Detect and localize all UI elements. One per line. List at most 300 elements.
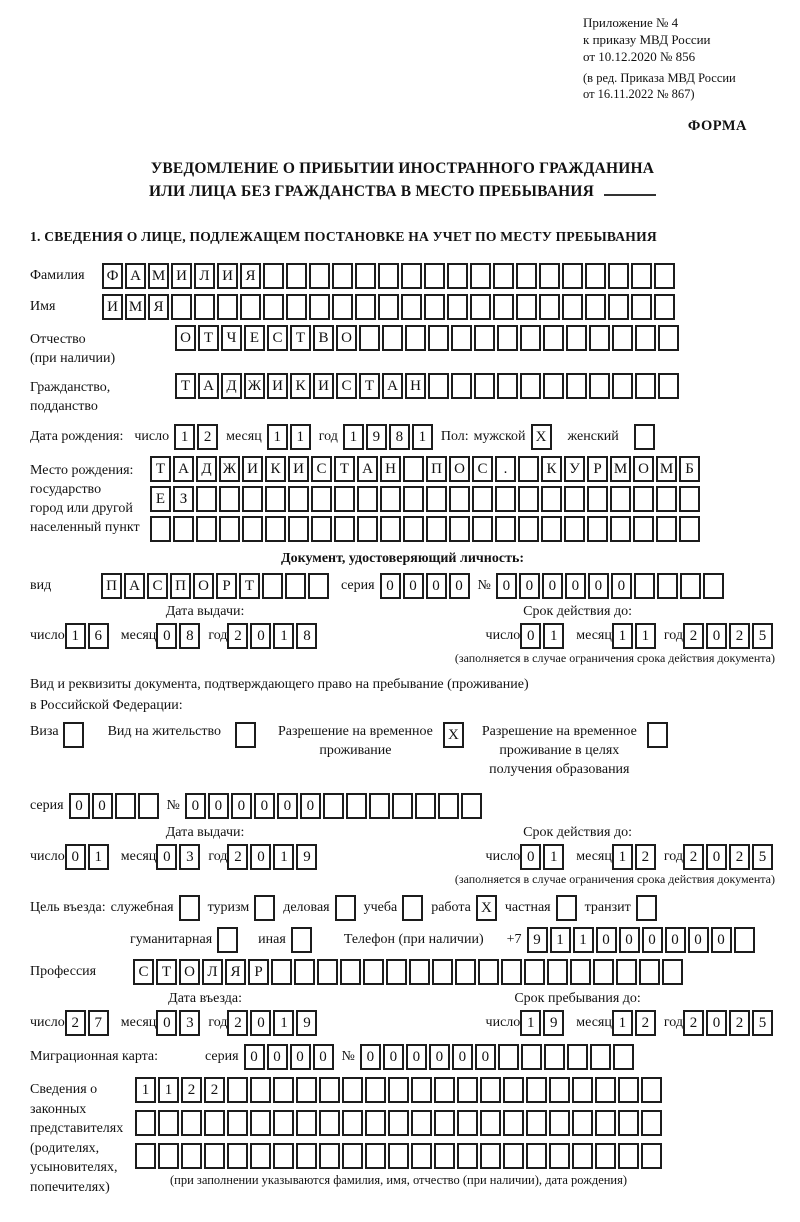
profession-char-box[interactable] bbox=[409, 959, 430, 985]
given-name-char-box[interactable]: М bbox=[125, 294, 146, 320]
profession-char-box[interactable]: Р bbox=[248, 959, 269, 985]
patronymic-char-box[interactable]: О bbox=[336, 325, 357, 351]
birthplace-char-box[interactable] bbox=[587, 516, 608, 542]
patronymic-char-box[interactable] bbox=[451, 325, 472, 351]
purpose-other-box[interactable] bbox=[291, 927, 312, 953]
permit-number-box[interactable]: 0 bbox=[300, 793, 321, 819]
legal-rep-char-box[interactable] bbox=[227, 1110, 248, 1136]
birthplace-char-box[interactable]: Н bbox=[380, 456, 401, 482]
legal-rep-char-box[interactable] bbox=[411, 1110, 432, 1136]
legal-rep-char-box[interactable] bbox=[457, 1143, 478, 1169]
permit-expiry-month-box[interactable]: 2 bbox=[635, 844, 656, 870]
birthplace-char-box[interactable] bbox=[265, 516, 286, 542]
migration-number-box[interactable] bbox=[567, 1044, 588, 1070]
birthplace-char-box[interactable] bbox=[472, 516, 493, 542]
entry-month-box[interactable]: 3 bbox=[179, 1010, 200, 1036]
id-doc-number-box[interactable]: 0 bbox=[611, 573, 632, 599]
surname-char-box[interactable]: Л bbox=[194, 263, 215, 289]
surname-char-box[interactable] bbox=[516, 263, 537, 289]
legal-rep-char-box[interactable] bbox=[618, 1110, 639, 1136]
sex-female-box[interactable] bbox=[634, 424, 655, 450]
birthplace-char-box[interactable]: . bbox=[495, 456, 516, 482]
legal-rep-char-box[interactable]: 2 bbox=[181, 1077, 202, 1103]
profession-char-box[interactable] bbox=[294, 959, 315, 985]
permit-number-box[interactable]: 0 bbox=[254, 793, 275, 819]
legal-rep-char-box[interactable] bbox=[250, 1110, 271, 1136]
birthplace-char-box[interactable] bbox=[610, 486, 631, 512]
stay-month-box[interactable]: 2 bbox=[635, 1010, 656, 1036]
permit-number-box[interactable] bbox=[323, 793, 344, 819]
profession-char-box[interactable] bbox=[340, 959, 361, 985]
surname-char-box[interactable] bbox=[378, 263, 399, 289]
birthplace-char-box[interactable] bbox=[495, 486, 516, 512]
permit-issue-day-box[interactable]: 0 bbox=[65, 844, 86, 870]
birthplace-char-box[interactable]: У bbox=[564, 456, 585, 482]
purpose-tourism-box[interactable] bbox=[254, 895, 275, 921]
birthplace-char-box[interactable] bbox=[265, 486, 286, 512]
birthplace-char-box[interactable] bbox=[518, 456, 539, 482]
birthplace-char-box[interactable]: А bbox=[173, 456, 194, 482]
birthplace-char-box[interactable] bbox=[288, 516, 309, 542]
profession-char-box[interactable]: Т bbox=[156, 959, 177, 985]
legal-rep-char-box[interactable] bbox=[342, 1077, 363, 1103]
phone-digit-box[interactable]: 0 bbox=[596, 927, 617, 953]
patronymic-char-box[interactable] bbox=[612, 325, 633, 351]
profession-char-box[interactable] bbox=[478, 959, 499, 985]
given-name-char-box[interactable] bbox=[194, 294, 215, 320]
phone-digit-box[interactable]: 0 bbox=[665, 927, 686, 953]
id-doc-series-box[interactable]: 0 bbox=[380, 573, 401, 599]
birth-day-box[interactable]: 1 bbox=[174, 424, 195, 450]
citizenship-char-box[interactable] bbox=[589, 373, 610, 399]
migration-number-box[interactable]: 0 bbox=[406, 1044, 427, 1070]
migration-series-box[interactable]: 0 bbox=[244, 1044, 265, 1070]
id-issue-day-box[interactable]: 6 bbox=[88, 623, 109, 649]
birthplace-char-box[interactable] bbox=[541, 516, 562, 542]
citizenship-char-box[interactable]: Ж bbox=[244, 373, 265, 399]
migration-number-box[interactable] bbox=[590, 1044, 611, 1070]
legal-rep-char-box[interactable] bbox=[204, 1143, 225, 1169]
phone-digit-box[interactable]: 0 bbox=[688, 927, 709, 953]
surname-char-box[interactable] bbox=[562, 263, 583, 289]
surname-char-box[interactable]: И bbox=[171, 263, 192, 289]
permit-number-box[interactable] bbox=[415, 793, 436, 819]
legal-rep-char-box[interactable] bbox=[227, 1143, 248, 1169]
id-expiry-year-box[interactable]: 5 bbox=[752, 623, 773, 649]
birthplace-char-box[interactable]: К bbox=[265, 456, 286, 482]
id-doc-type-box[interactable] bbox=[308, 573, 329, 599]
birthplace-char-box[interactable]: Ж bbox=[219, 456, 240, 482]
migration-number-box[interactable] bbox=[498, 1044, 519, 1070]
surname-char-box[interactable]: М bbox=[148, 263, 169, 289]
phone-digit-box[interactable]: 0 bbox=[619, 927, 640, 953]
birthplace-char-box[interactable] bbox=[380, 486, 401, 512]
legal-rep-char-box[interactable] bbox=[549, 1143, 570, 1169]
patronymic-char-box[interactable] bbox=[382, 325, 403, 351]
legal-rep-char-box[interactable] bbox=[549, 1110, 570, 1136]
permit-number-box[interactable] bbox=[438, 793, 459, 819]
given-name-char-box[interactable] bbox=[217, 294, 238, 320]
surname-char-box[interactable]: А bbox=[125, 263, 146, 289]
birth-year-box[interactable]: 1 bbox=[343, 424, 364, 450]
migration-number-box[interactable] bbox=[613, 1044, 634, 1070]
legal-rep-char-box[interactable] bbox=[572, 1110, 593, 1136]
purpose-official-box[interactable] bbox=[179, 895, 200, 921]
legal-rep-char-box[interactable] bbox=[526, 1077, 547, 1103]
birthplace-char-box[interactable] bbox=[518, 516, 539, 542]
entry-year-box[interactable]: 2 bbox=[227, 1010, 248, 1036]
surname-char-box[interactable] bbox=[493, 263, 514, 289]
birthplace-char-box[interactable] bbox=[679, 516, 700, 542]
id-doc-type-box[interactable]: П bbox=[101, 573, 122, 599]
legal-rep-char-box[interactable] bbox=[526, 1110, 547, 1136]
birthplace-char-box[interactable] bbox=[449, 486, 470, 512]
migration-number-box[interactable] bbox=[544, 1044, 565, 1070]
birthplace-char-box[interactable] bbox=[242, 516, 263, 542]
citizenship-char-box[interactable] bbox=[497, 373, 518, 399]
citizenship-char-box[interactable] bbox=[543, 373, 564, 399]
id-issue-day-box[interactable]: 1 bbox=[65, 623, 86, 649]
profession-char-box[interactable] bbox=[432, 959, 453, 985]
profession-char-box[interactable] bbox=[501, 959, 522, 985]
surname-char-box[interactable]: И bbox=[217, 263, 238, 289]
legal-rep-char-box[interactable]: 2 bbox=[204, 1077, 225, 1103]
surname-char-box[interactable] bbox=[470, 263, 491, 289]
legal-rep-char-box[interactable] bbox=[595, 1110, 616, 1136]
id-expiry-day-box[interactable]: 0 bbox=[520, 623, 541, 649]
patronymic-char-box[interactable] bbox=[405, 325, 426, 351]
birthplace-char-box[interactable] bbox=[311, 486, 332, 512]
phone-digit-box[interactable]: 1 bbox=[573, 927, 594, 953]
permit-number-box[interactable] bbox=[392, 793, 413, 819]
permit-expiry-year-box[interactable]: 2 bbox=[729, 844, 750, 870]
birthplace-char-box[interactable] bbox=[334, 486, 355, 512]
birthplace-char-box[interactable]: И bbox=[288, 456, 309, 482]
legal-rep-char-box[interactable] bbox=[273, 1077, 294, 1103]
birthplace-char-box[interactable]: С bbox=[472, 456, 493, 482]
citizenship-char-box[interactable] bbox=[451, 373, 472, 399]
given-name-char-box[interactable] bbox=[332, 294, 353, 320]
stay-day-box[interactable]: 1 bbox=[520, 1010, 541, 1036]
legal-rep-char-box[interactable] bbox=[526, 1143, 547, 1169]
legal-rep-char-box[interactable] bbox=[342, 1143, 363, 1169]
given-name-char-box[interactable] bbox=[309, 294, 330, 320]
stay-day-box[interactable]: 9 bbox=[543, 1010, 564, 1036]
birthplace-char-box[interactable] bbox=[495, 516, 516, 542]
legal-rep-char-box[interactable] bbox=[503, 1110, 524, 1136]
birthplace-char-box[interactable]: Б bbox=[679, 456, 700, 482]
permit-number-box[interactable] bbox=[461, 793, 482, 819]
patronymic-char-box[interactable]: Ч bbox=[221, 325, 242, 351]
patronymic-char-box[interactable]: Т bbox=[290, 325, 311, 351]
id-doc-number-box[interactable]: 0 bbox=[542, 573, 563, 599]
birthplace-char-box[interactable] bbox=[357, 516, 378, 542]
patronymic-char-box[interactable]: В bbox=[313, 325, 334, 351]
entry-year-box[interactable]: 0 bbox=[250, 1010, 271, 1036]
id-doc-type-box[interactable] bbox=[262, 573, 283, 599]
given-name-char-box[interactable] bbox=[355, 294, 376, 320]
birthplace-char-box[interactable] bbox=[656, 486, 677, 512]
permit-series-box[interactable]: 0 bbox=[69, 793, 90, 819]
entry-year-box[interactable]: 9 bbox=[296, 1010, 317, 1036]
profession-char-box[interactable] bbox=[317, 959, 338, 985]
birth-day-box[interactable]: 2 bbox=[197, 424, 218, 450]
birthplace-char-box[interactable]: А bbox=[357, 456, 378, 482]
legal-rep-char-box[interactable] bbox=[365, 1110, 386, 1136]
permit-number-box[interactable] bbox=[346, 793, 367, 819]
stay-year-box[interactable]: 2 bbox=[729, 1010, 750, 1036]
id-doc-number-box[interactable] bbox=[680, 573, 701, 599]
given-name-char-box[interactable] bbox=[654, 294, 675, 320]
citizenship-char-box[interactable]: К bbox=[290, 373, 311, 399]
permit-series-box[interactable] bbox=[115, 793, 136, 819]
permit-issue-year-box[interactable]: 1 bbox=[273, 844, 294, 870]
birthplace-char-box[interactable] bbox=[610, 516, 631, 542]
given-name-char-box[interactable]: Я bbox=[148, 294, 169, 320]
birthplace-char-box[interactable]: Е bbox=[150, 486, 171, 512]
patronymic-char-box[interactable] bbox=[566, 325, 587, 351]
birthplace-char-box[interactable] bbox=[219, 516, 240, 542]
birthplace-char-box[interactable] bbox=[403, 516, 424, 542]
birthplace-char-box[interactable]: М bbox=[610, 456, 631, 482]
legal-rep-char-box[interactable] bbox=[181, 1110, 202, 1136]
profession-char-box[interactable] bbox=[593, 959, 614, 985]
permit-series-box[interactable] bbox=[138, 793, 159, 819]
phone-digit-box[interactable]: 0 bbox=[642, 927, 663, 953]
surname-char-box[interactable] bbox=[447, 263, 468, 289]
permit-expiry-year-box[interactable]: 5 bbox=[752, 844, 773, 870]
legal-rep-char-box[interactable] bbox=[641, 1077, 662, 1103]
profession-char-box[interactable] bbox=[570, 959, 591, 985]
id-issue-month-box[interactable]: 8 bbox=[179, 623, 200, 649]
purpose-business-box[interactable] bbox=[335, 895, 356, 921]
id-doc-type-box[interactable]: П bbox=[170, 573, 191, 599]
migration-number-box[interactable]: 0 bbox=[429, 1044, 450, 1070]
purpose-transit-box[interactable] bbox=[636, 895, 657, 921]
birthplace-char-box[interactable] bbox=[380, 516, 401, 542]
birthplace-char-box[interactable]: П bbox=[426, 456, 447, 482]
surname-char-box[interactable] bbox=[309, 263, 330, 289]
residence-permit-box[interactable] bbox=[235, 722, 256, 748]
id-expiry-day-box[interactable]: 1 bbox=[543, 623, 564, 649]
birthplace-char-box[interactable] bbox=[633, 516, 654, 542]
id-doc-type-box[interactable]: А bbox=[124, 573, 145, 599]
id-issue-month-box[interactable]: 0 bbox=[156, 623, 177, 649]
birthplace-char-box[interactable] bbox=[564, 516, 585, 542]
citizenship-char-box[interactable]: Д bbox=[221, 373, 242, 399]
given-name-char-box[interactable] bbox=[171, 294, 192, 320]
legal-rep-char-box[interactable] bbox=[480, 1077, 501, 1103]
legal-rep-char-box[interactable] bbox=[595, 1077, 616, 1103]
legal-rep-char-box[interactable] bbox=[296, 1143, 317, 1169]
citizenship-char-box[interactable] bbox=[566, 373, 587, 399]
given-name-char-box[interactable] bbox=[493, 294, 514, 320]
patronymic-char-box[interactable]: С bbox=[267, 325, 288, 351]
id-issue-year-box[interactable]: 2 bbox=[227, 623, 248, 649]
stay-year-box[interactable]: 2 bbox=[683, 1010, 704, 1036]
id-doc-series-box[interactable]: 0 bbox=[426, 573, 447, 599]
phone-digit-box[interactable]: 9 bbox=[527, 927, 548, 953]
legal-rep-char-box[interactable] bbox=[457, 1077, 478, 1103]
permit-issue-day-box[interactable]: 1 bbox=[88, 844, 109, 870]
citizenship-char-box[interactable]: И bbox=[267, 373, 288, 399]
entry-year-box[interactable]: 1 bbox=[273, 1010, 294, 1036]
given-name-char-box[interactable] bbox=[516, 294, 537, 320]
permit-issue-month-box[interactable]: 0 bbox=[156, 844, 177, 870]
birthplace-char-box[interactable] bbox=[518, 486, 539, 512]
permit-number-box[interactable]: 0 bbox=[231, 793, 252, 819]
sex-male-box[interactable]: X bbox=[531, 424, 552, 450]
permit-expiry-year-box[interactable]: 0 bbox=[706, 844, 727, 870]
id-expiry-year-box[interactable]: 2 bbox=[683, 623, 704, 649]
given-name-char-box[interactable] bbox=[447, 294, 468, 320]
legal-rep-char-box[interactable] bbox=[388, 1143, 409, 1169]
permit-number-box[interactable]: 0 bbox=[185, 793, 206, 819]
purpose-study-box[interactable] bbox=[402, 895, 423, 921]
migration-number-box[interactable]: 0 bbox=[475, 1044, 496, 1070]
permit-expiry-year-box[interactable]: 2 bbox=[683, 844, 704, 870]
entry-day-box[interactable]: 2 bbox=[65, 1010, 86, 1036]
id-doc-number-box[interactable]: 0 bbox=[565, 573, 586, 599]
id-doc-type-box[interactable]: Р bbox=[216, 573, 237, 599]
birth-year-box[interactable]: 9 bbox=[366, 424, 387, 450]
stay-year-box[interactable]: 0 bbox=[706, 1010, 727, 1036]
legal-rep-char-box[interactable] bbox=[135, 1110, 156, 1136]
migration-series-box[interactable]: 0 bbox=[290, 1044, 311, 1070]
temp-residence-box[interactable]: X bbox=[443, 722, 464, 748]
birthplace-char-box[interactable] bbox=[541, 486, 562, 512]
id-doc-number-box[interactable]: 0 bbox=[496, 573, 517, 599]
legal-rep-char-box[interactable] bbox=[319, 1077, 340, 1103]
birthplace-char-box[interactable] bbox=[196, 516, 217, 542]
permit-series-box[interactable]: 0 bbox=[92, 793, 113, 819]
citizenship-char-box[interactable] bbox=[520, 373, 541, 399]
patronymic-char-box[interactable] bbox=[520, 325, 541, 351]
profession-char-box[interactable] bbox=[524, 959, 545, 985]
birth-month-box[interactable]: 1 bbox=[290, 424, 311, 450]
legal-rep-char-box[interactable] bbox=[641, 1110, 662, 1136]
birth-year-box[interactable]: 8 bbox=[389, 424, 410, 450]
permit-expiry-month-box[interactable]: 1 bbox=[612, 844, 633, 870]
legal-rep-char-box[interactable] bbox=[388, 1110, 409, 1136]
citizenship-char-box[interactable] bbox=[612, 373, 633, 399]
patronymic-char-box[interactable] bbox=[474, 325, 495, 351]
birthplace-char-box[interactable]: О bbox=[633, 456, 654, 482]
legal-rep-char-box[interactable] bbox=[319, 1110, 340, 1136]
phone-digit-box[interactable]: 1 bbox=[550, 927, 571, 953]
citizenship-char-box[interactable]: А bbox=[198, 373, 219, 399]
given-name-char-box[interactable] bbox=[424, 294, 445, 320]
birth-month-box[interactable]: 1 bbox=[267, 424, 288, 450]
id-issue-year-box[interactable]: 8 bbox=[296, 623, 317, 649]
legal-rep-char-box[interactable] bbox=[388, 1077, 409, 1103]
birthplace-char-box[interactable] bbox=[403, 486, 424, 512]
legal-rep-char-box[interactable] bbox=[434, 1077, 455, 1103]
birthplace-char-box[interactable] bbox=[196, 486, 217, 512]
surname-char-box[interactable] bbox=[401, 263, 422, 289]
permit-issue-month-box[interactable]: 3 bbox=[179, 844, 200, 870]
citizenship-char-box[interactable]: А bbox=[382, 373, 403, 399]
permit-issue-year-box[interactable]: 9 bbox=[296, 844, 317, 870]
birthplace-char-box[interactable] bbox=[449, 516, 470, 542]
visa-box[interactable] bbox=[63, 722, 84, 748]
patronymic-char-box[interactable] bbox=[543, 325, 564, 351]
legal-rep-char-box[interactable] bbox=[641, 1143, 662, 1169]
legal-rep-char-box[interactable] bbox=[572, 1077, 593, 1103]
birthplace-char-box[interactable]: Т bbox=[150, 456, 171, 482]
surname-char-box[interactable] bbox=[263, 263, 284, 289]
id-issue-year-box[interactable]: 1 bbox=[273, 623, 294, 649]
surname-char-box[interactable] bbox=[332, 263, 353, 289]
patronymic-char-box[interactable] bbox=[635, 325, 656, 351]
profession-char-box[interactable] bbox=[271, 959, 292, 985]
legal-rep-char-box[interactable] bbox=[503, 1077, 524, 1103]
permit-expiry-day-box[interactable]: 1 bbox=[543, 844, 564, 870]
legal-rep-char-box[interactable] bbox=[319, 1143, 340, 1169]
legal-rep-char-box[interactable] bbox=[480, 1110, 501, 1136]
migration-number-box[interactable]: 0 bbox=[452, 1044, 473, 1070]
birthplace-char-box[interactable] bbox=[472, 486, 493, 512]
citizenship-char-box[interactable] bbox=[658, 373, 679, 399]
birthplace-char-box[interactable] bbox=[564, 486, 585, 512]
surname-char-box[interactable] bbox=[286, 263, 307, 289]
permit-issue-year-box[interactable]: 2 bbox=[227, 844, 248, 870]
permit-number-box[interactable]: 0 bbox=[208, 793, 229, 819]
birthplace-char-box[interactable] bbox=[633, 486, 654, 512]
permit-number-box[interactable]: 0 bbox=[277, 793, 298, 819]
purpose-humanitarian-box[interactable] bbox=[217, 927, 238, 953]
purpose-private-box[interactable] bbox=[556, 895, 577, 921]
given-name-char-box[interactable] bbox=[539, 294, 560, 320]
id-expiry-month-box[interactable]: 1 bbox=[612, 623, 633, 649]
profession-char-box[interactable] bbox=[455, 959, 476, 985]
given-name-char-box[interactable] bbox=[401, 294, 422, 320]
legal-rep-char-box[interactable] bbox=[135, 1143, 156, 1169]
given-name-char-box[interactable] bbox=[608, 294, 629, 320]
id-doc-number-box[interactable] bbox=[634, 573, 655, 599]
legal-rep-char-box[interactable] bbox=[273, 1143, 294, 1169]
birthplace-char-box[interactable] bbox=[288, 486, 309, 512]
legal-rep-char-box[interactable] bbox=[434, 1143, 455, 1169]
migration-number-box[interactable] bbox=[521, 1044, 542, 1070]
legal-rep-char-box[interactable] bbox=[457, 1110, 478, 1136]
patronymic-char-box[interactable] bbox=[589, 325, 610, 351]
birthplace-char-box[interactable] bbox=[587, 486, 608, 512]
surname-char-box[interactable]: Ф bbox=[102, 263, 123, 289]
id-doc-series-box[interactable]: 0 bbox=[449, 573, 470, 599]
birthplace-char-box[interactable]: К bbox=[541, 456, 562, 482]
id-expiry-year-box[interactable]: 2 bbox=[729, 623, 750, 649]
birthplace-char-box[interactable]: З bbox=[173, 486, 194, 512]
profession-char-box[interactable] bbox=[386, 959, 407, 985]
given-name-char-box[interactable] bbox=[263, 294, 284, 320]
legal-rep-char-box[interactable] bbox=[480, 1143, 501, 1169]
patronymic-char-box[interactable] bbox=[359, 325, 380, 351]
birthplace-char-box[interactable] bbox=[679, 486, 700, 512]
birthplace-char-box[interactable] bbox=[403, 456, 424, 482]
legal-rep-char-box[interactable] bbox=[411, 1077, 432, 1103]
legal-rep-char-box[interactable] bbox=[181, 1143, 202, 1169]
legal-rep-char-box[interactable] bbox=[227, 1077, 248, 1103]
surname-char-box[interactable] bbox=[539, 263, 560, 289]
legal-rep-char-box[interactable] bbox=[572, 1143, 593, 1169]
given-name-char-box[interactable] bbox=[562, 294, 583, 320]
migration-series-box[interactable]: 0 bbox=[267, 1044, 288, 1070]
id-doc-number-box[interactable] bbox=[703, 573, 724, 599]
given-name-char-box[interactable] bbox=[240, 294, 261, 320]
profession-char-box[interactable] bbox=[547, 959, 568, 985]
profession-char-box[interactable] bbox=[616, 959, 637, 985]
